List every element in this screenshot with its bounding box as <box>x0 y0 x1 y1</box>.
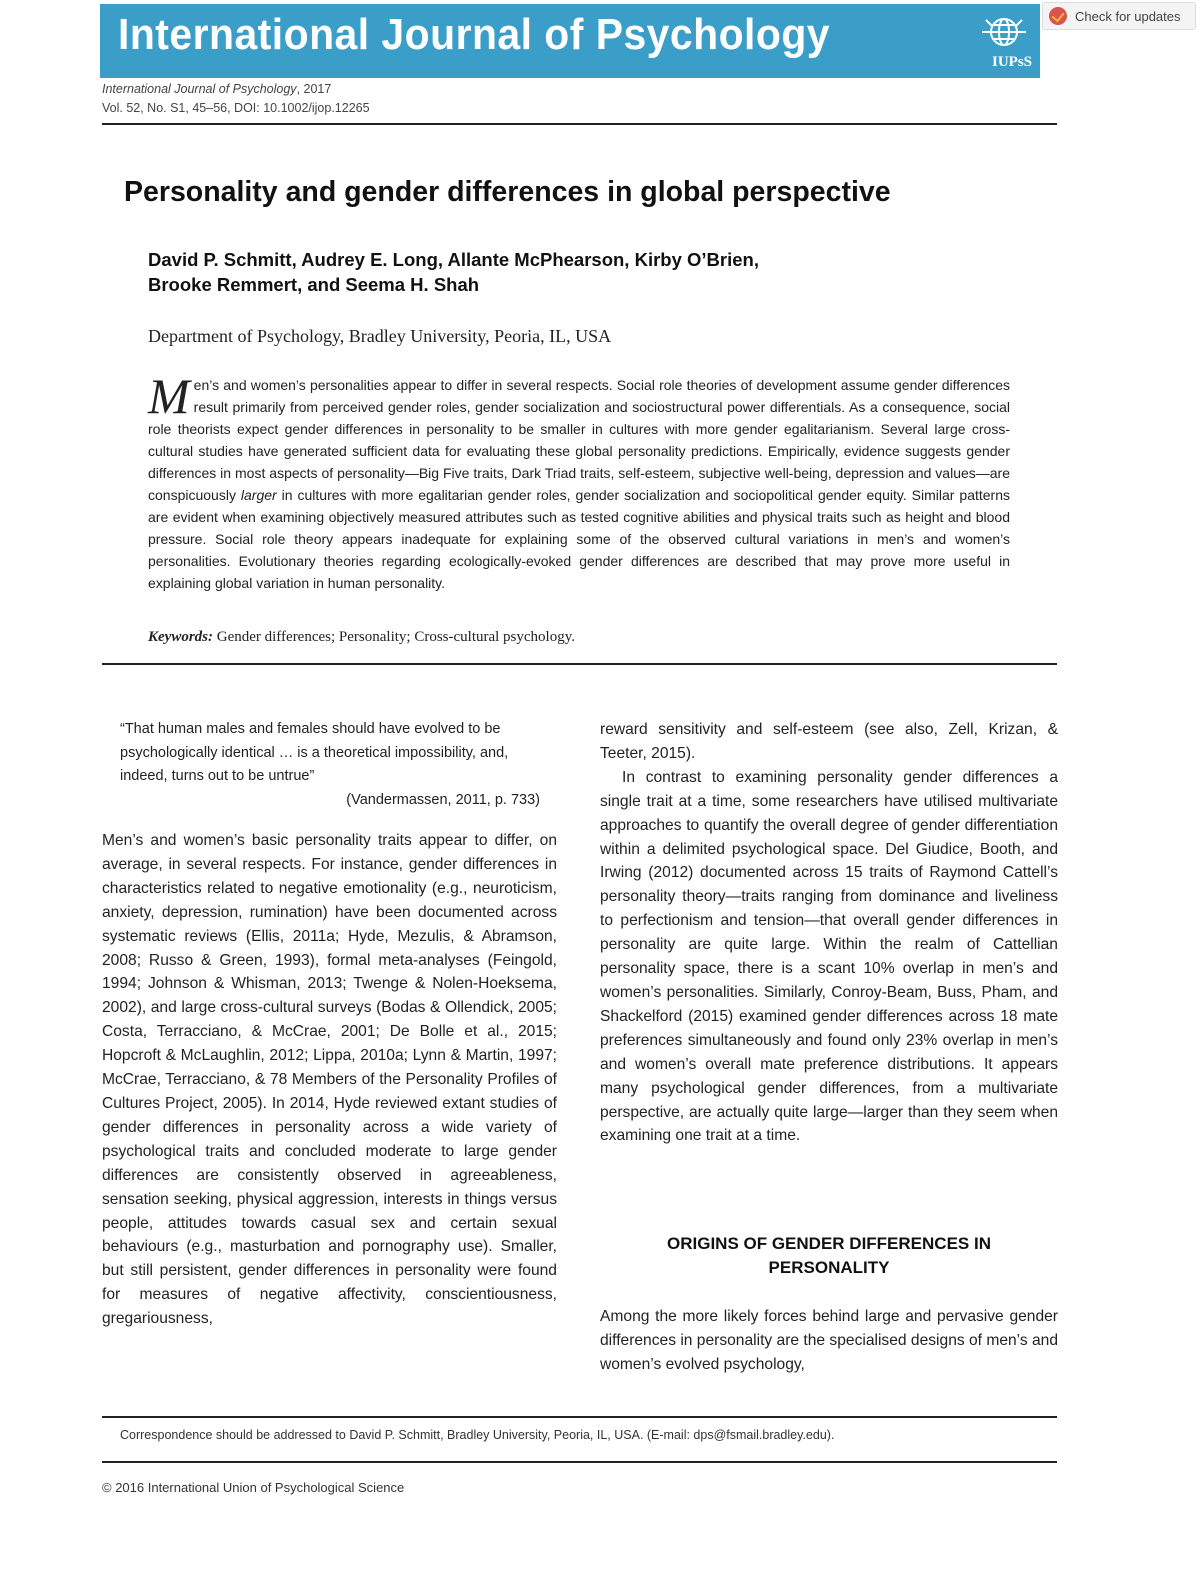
section-heading <box>600 1232 1058 1280</box>
left-column <box>102 829 557 1331</box>
journal-name: International Journal of Psychology <box>118 10 831 59</box>
journal-banner <box>100 4 1040 78</box>
check-for-updates-label: Check for updates <box>1075 8 1181 24</box>
citation-year: , 2017 <box>296 82 332 96</box>
keywords-label: Keywords: <box>148 629 213 645</box>
body-paragraph: Men’s and women’s basic personality traits appear to differ, on average, in several respects. For instance, gender differences in characteristics related to negative emotionality (e.g., neuroticism, anxiety, depression, rumination) have been documented across systematic reviews (Ellis, 2011a; Hyde, Mezulis, & Abramson, 2008; Russo & Green, 1993), formal meta-analyses (Feingold, 1994; Johnson & Whisman, 2013; Twenge & Nolen-Hoeksema, 2002), and large cross-cultural surveys (Bodas & Ollendick, 2005; Costa, Terracciano, & McCrae, 2001; De Bolle et al., 2015; Hopcroft & McLaughlin, 2012; Lippa, 2010a; Lynn & Martin, 1997; McCrae, Terracciano, & 78 Members of the Personality Profiles of Cultures Project, 2005). In 2014, Hyde reviewed extant studies of gender differences in personality across a wide variety of psychological traits and concluded moderate to large gender differences are consistently observed in agreeableness, sensation seeking, physical aggression, interests in things versus people, attitudes towards casual sex and certain sexual behaviours (e.g., masturbation and pornography use). Smaller, but still persistent, gender differences in personality were found for measures of negative affectivity, conscientiousness, gregariousness, <box>102 832 557 1328</box>
affiliation: Department of Psychology, Bradley University, Peoria, IL, USA <box>148 326 612 346</box>
header-rule <box>102 123 1057 125</box>
epigraph-source: (Vandermassen, 2011, p. 733) <box>346 791 540 808</box>
footer-rule <box>102 1461 1057 1463</box>
abstract-text-2: in cultures with more egalitarian gender roles, gender socialization and sociopolitical gender equity. Similar patterns are evident when examining objectively measured attributes such as tested cognitive abilities and physical traits such as height and blood pressure. Social role theory appears inadequate for explaining some of the observed cultural variations in men’s and women’s personalities. Evolutionary theories regarding ecologically-evoked gender differences are described that may prove more useful in explaining global variation in human personality. <box>148 487 1011 591</box>
abstract-dropcap: M <box>148 368 190 424</box>
correspondence-note: Correspondence should be addressed to David P. Schmitt, Bradley University, Peoria, IL, USA. (E-mail: dps@fsmail.bradley.edu). <box>120 1428 835 1442</box>
authors-line-1: David P. Schmitt, Audrey E. Long, Allante McPhearson, Kirby O’Brien, <box>148 249 759 270</box>
update-check-icon <box>1049 7 1067 25</box>
copyright-notice: © 2016 International Union of Psychological Science <box>102 1480 405 1495</box>
epigraph-quote: “That human males and females should have evolved to be psychologically identical … is a theoretical impossibility, and, indeed, turns out to be untrue” <box>120 721 509 784</box>
body-paragraph: reward sensitivity and self-esteem (see also, Zell, Krizan, & Teeter, 2015). <box>600 721 1058 762</box>
abstract <box>148 368 1011 594</box>
keywords-text: Gender differences; Personality; Cross-cultural psychology. <box>213 629 575 645</box>
iups-logo-text: IUPsS <box>991 54 1032 70</box>
article-title: Personality and gender differences in global perspective <box>124 176 891 208</box>
epigraph <box>120 718 540 812</box>
abstract-emphasis: larger <box>240 487 277 503</box>
author-list <box>148 247 948 297</box>
citation-volume: Vol. 52, No. S1, 45–56, DOI: 10.1002/ijop.12265 <box>102 101 370 115</box>
abstract-text-1: en’s and women’s personalities appear to differ in several respects. Social role theories of development assume gender differences result primarily from perceived gender roles, gender socialization and sociostructural power differentials. As a consequence, social role theorists expect gender differences in personality to be smaller in cultures with more gender egalitarianism. Several large cross-cultural studies have generated sufficient data for evaluating these global personality predictions. Empirically, evidence suggests gender differences in most aspects of personality—Big Five traits, Dark Triad traits, self-esteem, subjective well-being, depression and values—are conspicuously <box>148 377 1010 503</box>
citation-journal: International Journal of Psychology <box>102 82 297 96</box>
citation-journal-line <box>102 80 370 99</box>
section-heading-line-2: PERSONALITY <box>768 1258 890 1277</box>
section-heading-line-1: ORIGINS OF GENDER DIFFERENCES IN <box>667 1234 991 1253</box>
right-column <box>600 718 1058 1148</box>
abstract-rule <box>102 663 1057 665</box>
right-column-continued <box>600 1305 1058 1377</box>
body-paragraph: Among the more likely forces behind large and pervasive gender differences in personality are the specialised designs of men’s and women’s evolved psychology, <box>600 1308 1058 1373</box>
authors-line-2: Brooke Remmert, and Seema H. Shah <box>148 274 480 295</box>
footnote-rule <box>102 1416 1057 1418</box>
check-for-updates-button[interactable] <box>1042 2 1196 30</box>
body-paragraph: In contrast to examining personality gender differences a single trait at a time, some researchers have utilised multivariate approaches to quantify the overall degree of gender differentiation within a delimited psychological space. Del Giudice, Booth, and Irwing (2012) documented across 15 traits of Raymond Cattell’s personality theory—traits ranging from dominance and liveliness to perfectionism and tension—that overall gender differences in personality are quite large. Within the realm of Cattellian personality space, there is a scant 10% overlap in men’s and women’s personalities. Similarly, Conroy-Beam, Buss, Pham, and Shackelford (2015) examined gender differences across 18 mate preferences simultaneously and found only 23% overlap in men’s and women’s overall mate preference distributions. It appears many psychological gender differences, from a multivariate perspective, are actually quite large—larger than they seem when examining one trait at a time. <box>600 768 1058 1145</box>
keywords <box>148 629 575 646</box>
citation-block <box>102 80 370 118</box>
